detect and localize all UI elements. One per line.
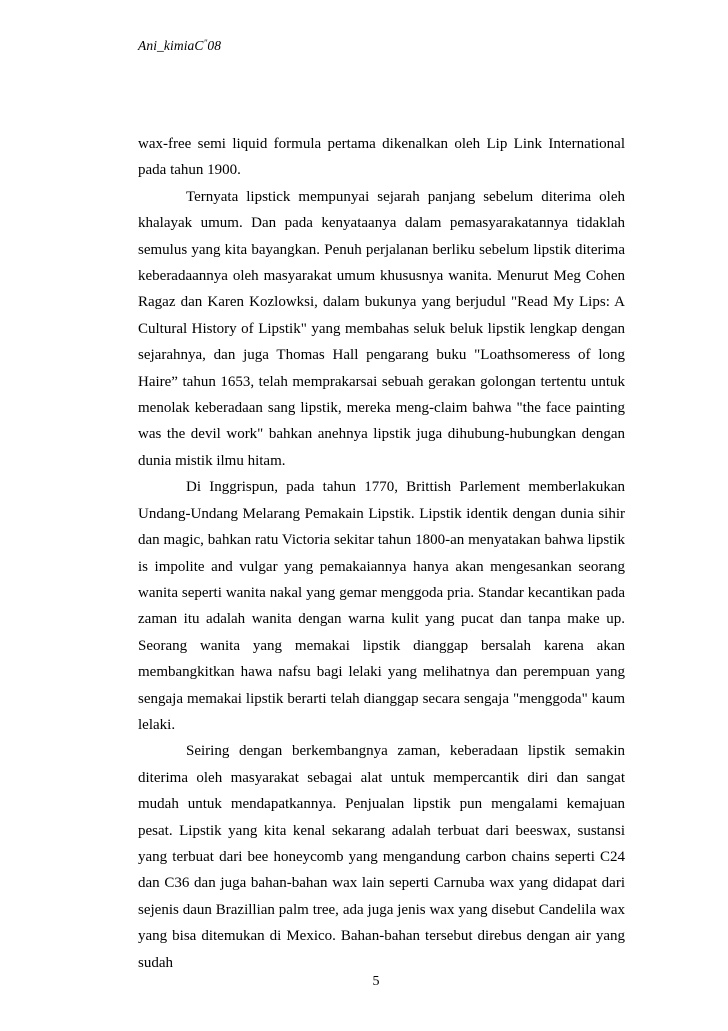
paragraph-england-ban: Di Inggrispun, pada tahun 1770, Brittish Parlement memberlakukan Undang-Undang Melarang Pemakain Lipstik. Lipstik identik dengan dunia sihir dan magic, bahkan ratu Victoria sekitar tahun 1800-an menyatakan bahwa lipstik is impolite and vulgar yang pemakaiannya hanya akan mengesankan seorang wanita seperti wanita nakal yang gemar menggoda pria. Standar kecantikan pada zaman itu adalah wanita dengan warna kulit yang pucat dan tanpa make up. Seorang wanita yang memakai lipstik dianggap bersalah karena akan membangkitkan hawa nafsu bagi lelaki yang melihatnya dan perempuan yang sengaja memakai lipstik berarti telah dianggap secara sengaja "menggoda" kaum lelaki. bbox=[138, 479, 625, 733]
header-mark: " bbox=[203, 38, 208, 48]
header-suffix: 08 bbox=[207, 38, 222, 53]
document-body bbox=[138, 131, 625, 976]
paragraph-lipstick-history: Ternyata lipstick mempunyai sejarah panjang sebelum diterima oleh khalayak umum. Dan pada kenyataanya dalam pemasyarakatannya tidaklah semulus yang kita bayangkan. Penuh perjalanan berliku sebelum lipstik diterima keberadaannya oleh masyarakat umum khususnya wanita. Menurut Meg Cohen Ragaz dan Karen Kozlowksi, dalam bukunya yang berjudul "Read My Lips: A Cultural History of Lipstik" yang membahas seluk beluk lipstik lengkap dengan sejarahnya, dan juga Thomas Hall pengarang buku "Loathsomeress of long Haire” tahun 1653, telah memprakarsai sebuah gerakan golongan tertentu untuk menolak keberadaan sang lipstik, mereka meng-claim bahwa "the face painting was the devil work" bahkan anehnya lipstik juga dihubung-hubungkan dengan dunia mistik ilmu hitam. bbox=[138, 188, 625, 469]
running-header bbox=[138, 38, 221, 54]
page-number: 5 bbox=[372, 974, 380, 989]
header-text: Ani_kimiaC bbox=[138, 38, 204, 53]
paragraph-continuation: wax-free semi liquid formula pertama dikenalkan oleh Lip Link International pada tahun 1900. bbox=[138, 136, 625, 179]
paragraph-modern-lipstick: Seiring dengan berkembangnya zaman, keberadaan lipstik semakin diterima oleh masyarakat sebagai alat untuk mempercantik diri dan sangat mudah untuk mendapatkannya. Penjualan lipstik pun mengalami kemajuan pesat. Lipstik yang kita kenal sekarang adalah terbuat dari beeswax, sustansi yang terbuat dari bee honeycomb yang mengandung carbon chains seperti C24 dan C36 dan juga bahan-bahan wax lain seperti Carnuba wax yang didapat dari sejenis daun Brazillian palm tree, ada juga jenis wax yang disebut Candelila wax yang bisa ditemukan di Mexico. Bahan-bahan tersebut direbus dengan air yang sudah bbox=[138, 743, 625, 971]
